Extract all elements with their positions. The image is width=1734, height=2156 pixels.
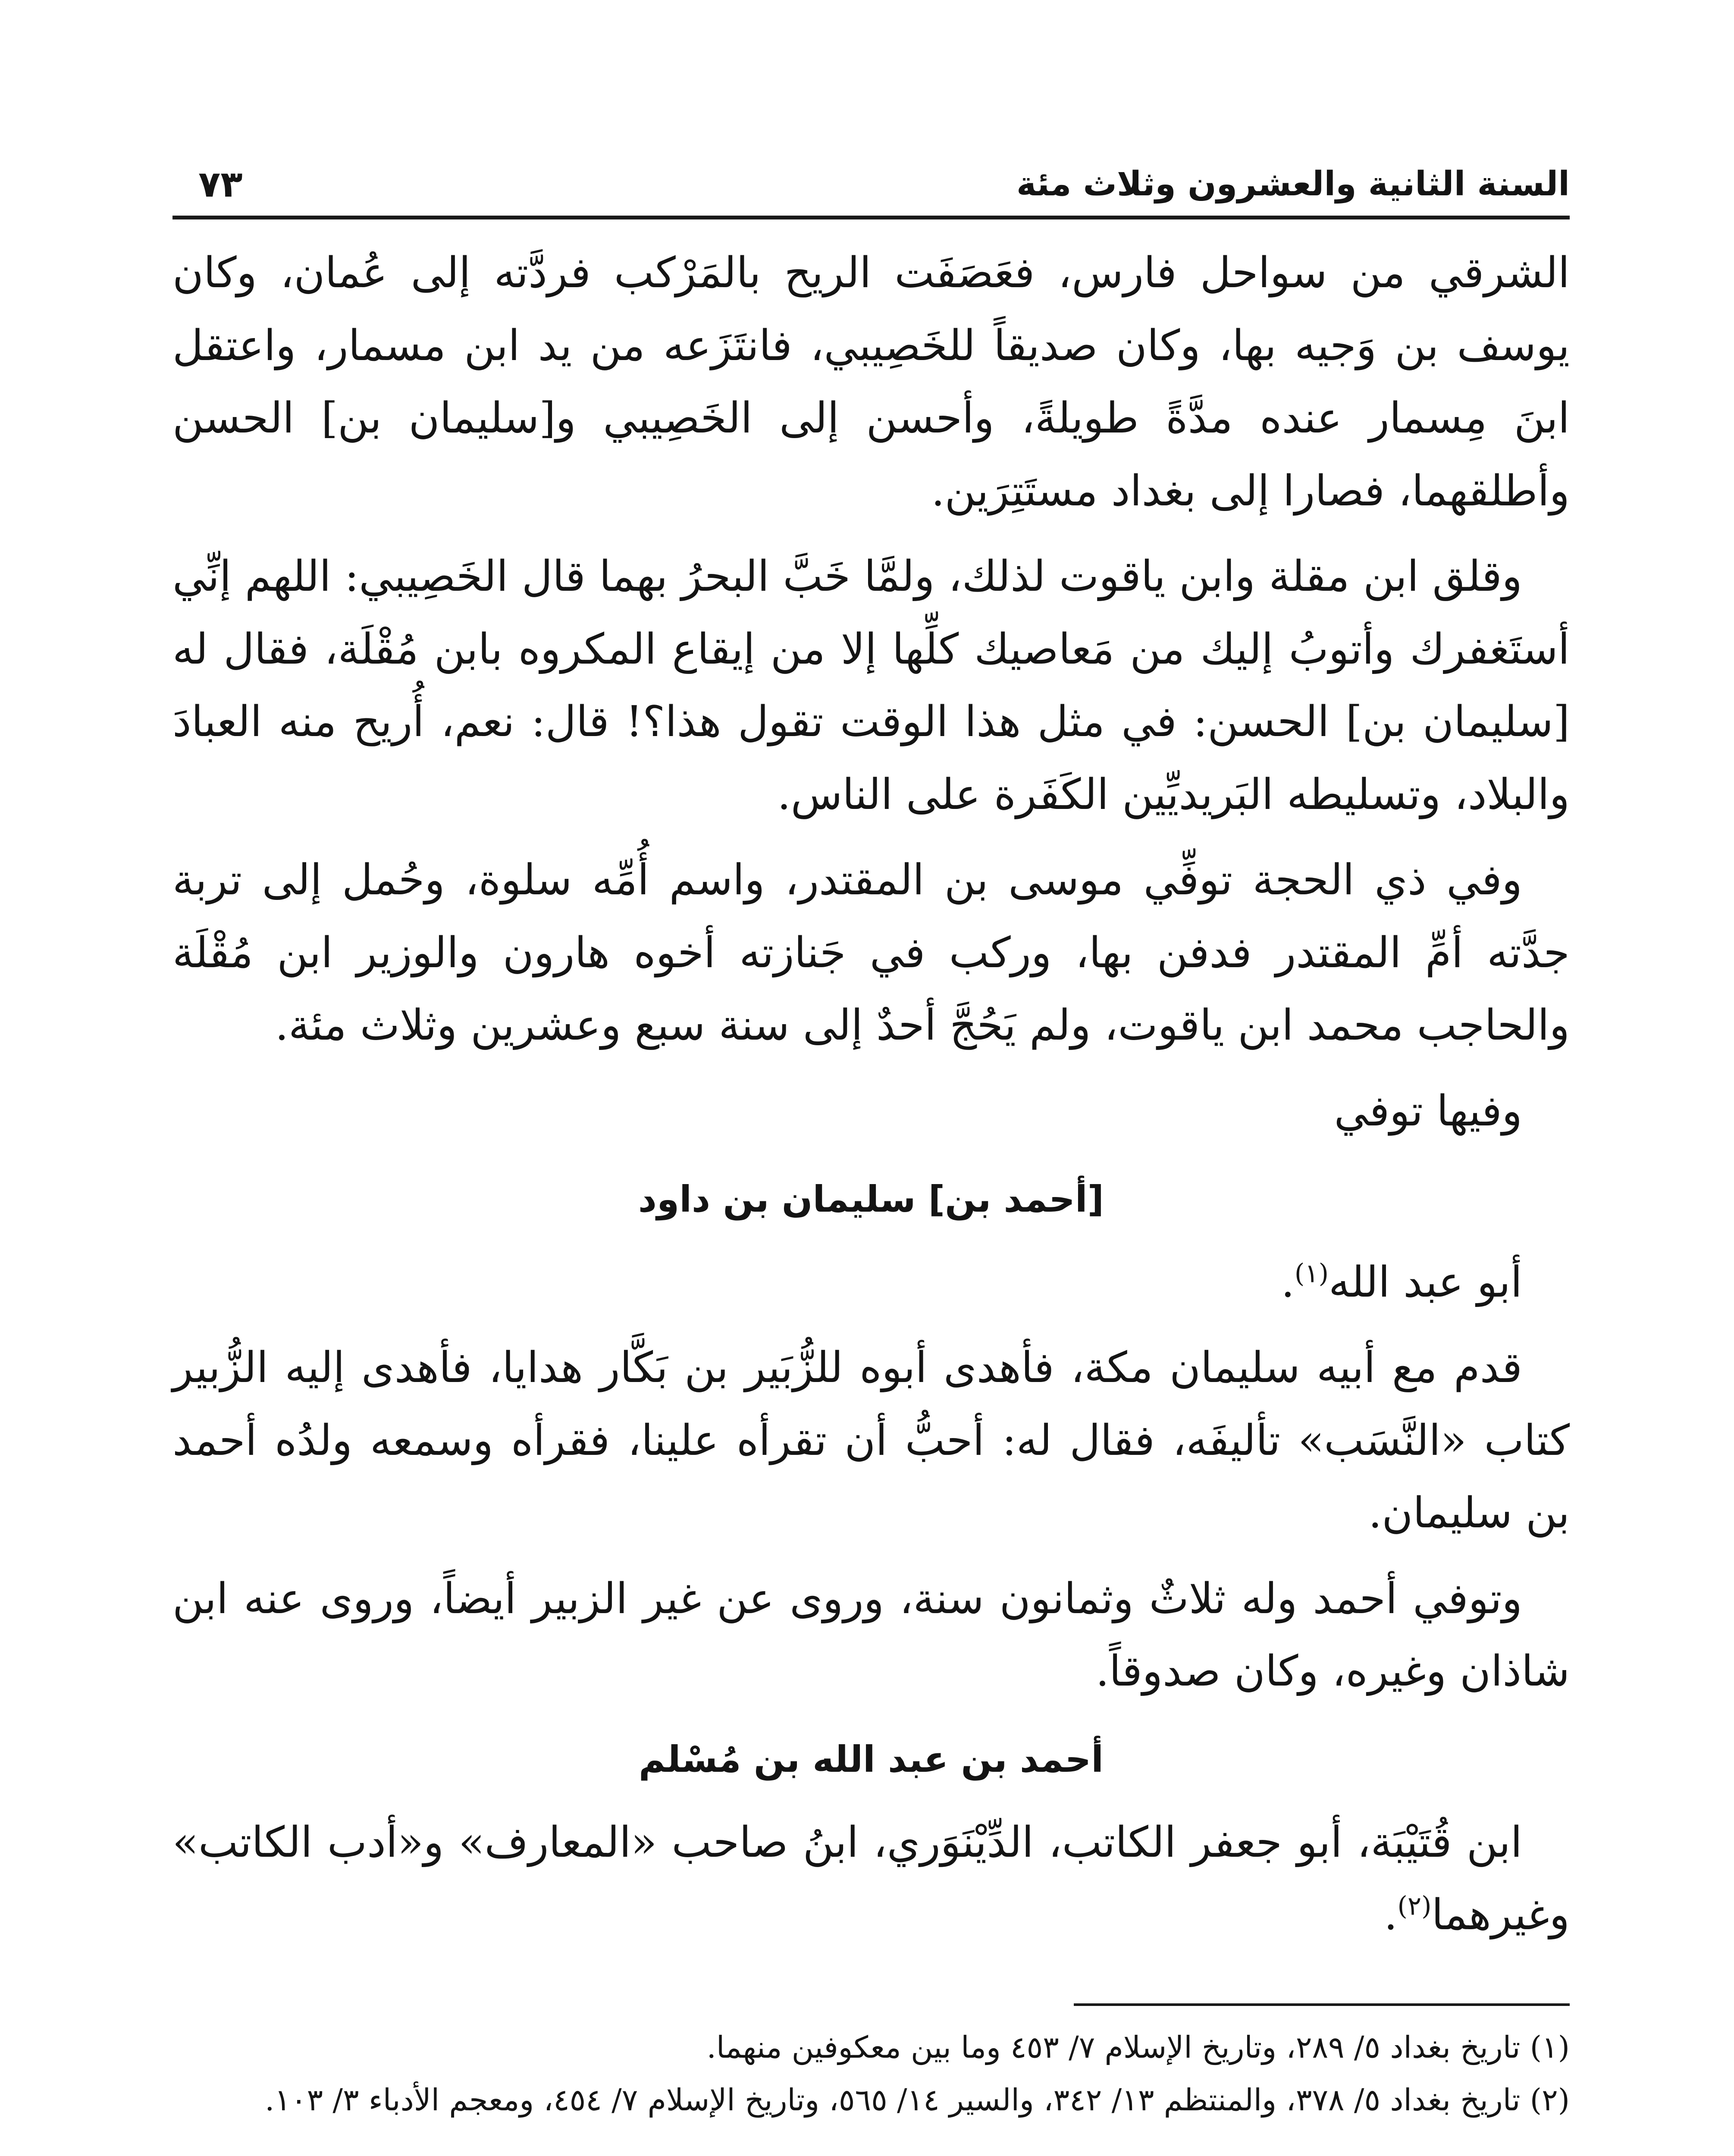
footnote-marker-1: (١)	[1294, 1258, 1329, 1288]
footnotes	[172, 2003, 1570, 2124]
entry-kunya	[172, 1246, 1570, 1319]
footnote-marker-2: (٢)	[1397, 1891, 1432, 1921]
page-header	[172, 142, 1570, 219]
kunya-text: أبو عبد الله	[1329, 1257, 1522, 1307]
running-title: السنة الثانية والعشرون وثلاث مئة	[1016, 165, 1570, 204]
paragraph: قدم مع أبيه سليمان مكة، فأهدى أبوه للزُّبَير بن بَكَّار هدايا، فأهدى إليه الزُّبير كتاب «النَّسَب» تأليفَه، فقال له: أحبُّ أن تقرأه علينا، فقرأه وسمعه ولدُه أحمد بن سليمان.	[172, 1343, 1570, 1538]
paragraph-intro-deaths: وفيها توفي	[1334, 1087, 1522, 1136]
footnote-1: (١) تاريخ بغداد ٥/ ٢٨٩، وتاريخ الإسلام ٧/ ٤٥٣ وما بين معكوفين منهما.	[706, 2029, 1570, 2065]
entry-text	[172, 1806, 1570, 1952]
paragraph: وتوفي أحمد وله ثلاثٌ وثمانون سنة، وروى عن غير الزبير أيضاً، وروى عنه ابن شاذان وغيره، وكان صدوقاً.	[172, 1574, 1570, 1696]
book-page	[172, 142, 1570, 2156]
entry-text-end: .	[1384, 1890, 1398, 1940]
entry-text-body: ابن قُتَيْبَة، أبو جعفر الكاتب، الدِّيْنَوَري، ابنُ صاحب «المعارف» و«أدب الكاتب» وغيرهما	[172, 1818, 1570, 1940]
footnote-2: (٢) تاريخ بغداد ٥/ ٣٧٨، والمنتظم ١٣/ ٣٤٢، والسير ١٤/ ٥٦٥، وتاريخ الإسلام ٧/ ٤٥٤، ومعجم الأدباء ٣/ ١٠٣.	[265, 2082, 1570, 2118]
kunya-end: .	[1281, 1257, 1295, 1307]
footnote-divider	[1074, 2003, 1570, 2006]
entry-heading-ahmad-ibn-sulayman: [أحمد بن] سليمان بن داود	[638, 1178, 1104, 1220]
page-number: ٧٣	[198, 163, 243, 205]
page-body	[172, 219, 1570, 2124]
paragraph-continuation: الشرقي من سواحل فارس، فعَصَفَت الريح بالمَرْكب فردَّته إلى عُمان، وكان يوسف بن وَجيه بها، وكان صديقاً للخَصِيبي، فانتَزَعه من يد ابن مسمار، واعتقل ابنَ مِسمار عنده مدَّةً طويلةً، وأحسن إلى الخَصِيبي و[سليمان بن] الحسن وأطلقهما، فصارا إلى بغداد مستَتِرَين.	[172, 248, 1570, 516]
paragraph: وفي ذي الحجة توفِّي موسى بن المقتدر، واسم أُمِّه سلوة، وحُمل إلى تربة جدَّته أمِّ المقتدر فدفن بها، وركب في جَنازته أخوه هارون والوزير ابن مُقْلَة والحاجب محمد ابن ياقوت، ولم يَحُجَّ أحدٌ إلى سنة سبع وعشرين وثلاث مئة.	[172, 856, 1570, 1050]
paragraph: وقلق ابن مقلة وابن ياقوت لذلك، ولمَّا خَبَّ البحرُ بهما قال الخَصِيبي: اللهم إنِّي أستَغفرك وأتوبُ إليك من مَعاصيك كلِّها إلا من إيقاع المكروه بابن مُقْلَة، فقال له [سليمان بن] الحسن: في مثل هذا الوقت تقول هذا؟! قال: نعم، أُريح منه العبادَ والبلاد، وتسليطه البَريديِّين الكَفَرة على الناس.	[172, 552, 1570, 819]
entry-heading-ibn-qutayba: أحمد بن عبد الله بن مُسْلم	[638, 1738, 1104, 1780]
